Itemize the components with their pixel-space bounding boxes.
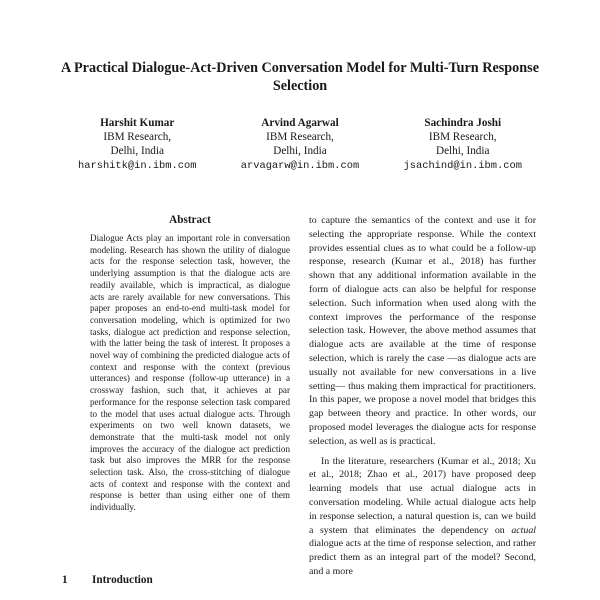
body-paragraph-2 — [309, 455, 536, 579]
paper-title: A Practical Dialogue-Act-Driven Conversation Model for Multi-Turn Response Selection — [61, 60, 539, 94]
author-1 — [78, 116, 196, 173]
author-location: Delhi, India — [110, 145, 164, 158]
author-email: harshitk@in.ibm.com — [78, 159, 197, 172]
section-title: Introduction — [92, 574, 153, 586]
paragraph-text: In the literature, researchers (Kumar et al., 2018; Xu et al., 2018; Zhao et al., 2017) have proposed deep learning models that use actual dialogue acts in conversation modeling. While actual dialogue acts help in response selection, a natural question is, can we build a system that eliminates the dependency on — [309, 455, 536, 536]
author-block — [78, 116, 522, 173]
abstract-text: Dialogue Acts play an important role in conversation modeling. Research has shown the utility of dialogue acts for the response selection task, however, the underlying assumption is that the dialogue acts are readily available, which is impractical, as dialogue acts are rarely available for new conversations. This paper proposes an end-to-end multi-task model for conversation modeling, which is optimized for two tasks, dialogue act prediction and response selection, with the latter being the task of interest. It proposes a novel way of combining the predicted dialogue acts of context and response with the context (previous utterances) and response (follow-up utterance) in a crossway fashion, such that, it achieves at par performance for the response selection task compared to the model that uses actual dialogue acts. Through experiments on two well known datasets, we demonstrate that the multi-task model not only improves the accuracy of the dialogue act prediction task but also improves the MRR for the response selection task. Also, the cross-stitching of dialogue acts of context and response with the context and response is better than using either one of them individually. — [90, 233, 290, 513]
author-location: Delhi, India — [273, 145, 327, 158]
author-name: Sachindra Joshi — [424, 117, 502, 129]
abstract-heading: Abstract — [169, 214, 211, 226]
author-location: Delhi, India — [436, 145, 490, 158]
author-name: Arvind Agarwal — [261, 117, 339, 129]
left-column — [90, 214, 290, 514]
author-2 — [241, 116, 359, 173]
author-affiliation: IBM Research, — [266, 131, 334, 144]
author-name: Harshit Kumar — [100, 117, 175, 129]
body-paragraph-1 — [309, 214, 536, 449]
author-affiliation: IBM Research, — [103, 131, 172, 144]
author-email: arvagarw@in.ibm.com — [240, 159, 360, 172]
author-3 — [404, 116, 522, 173]
author-affiliation: IBM Research, — [428, 131, 497, 144]
paragraph-text: to capture the semantics of the context and use it for selecting the appropriate response. While the context provides essential clues as to what could be a follow-up response, research (Kumar et al., 2018) has further shown that any additional information available in the form of dialogue acts can also be helpful for response selection. Such information when used along with the context improves the performance of the response selection task. However, the above method assumes that dialogue acts are available at the time of response selection, which is rarely the case —as dialogue acts are usually not available for new conversations in a live setting— thus making them impractical for practitioners. In this paper, we propose a novel model that bridges this gap between theory and practice. In other words, our proposed model leverages the dialogue acts for response selection, as well as is practical. — [309, 215, 536, 447]
emphasis-actual: actual — [511, 524, 536, 536]
paragraph-text: dialogue acts at the time of response selection, and rather predict them as an integral part of the model? Second, and a more — [309, 538, 536, 577]
author-email: jsachind@in.ibm.com — [403, 159, 522, 172]
right-column — [309, 214, 536, 579]
section-heading-introduction — [62, 574, 153, 586]
section-number: 1 — [62, 574, 68, 586]
